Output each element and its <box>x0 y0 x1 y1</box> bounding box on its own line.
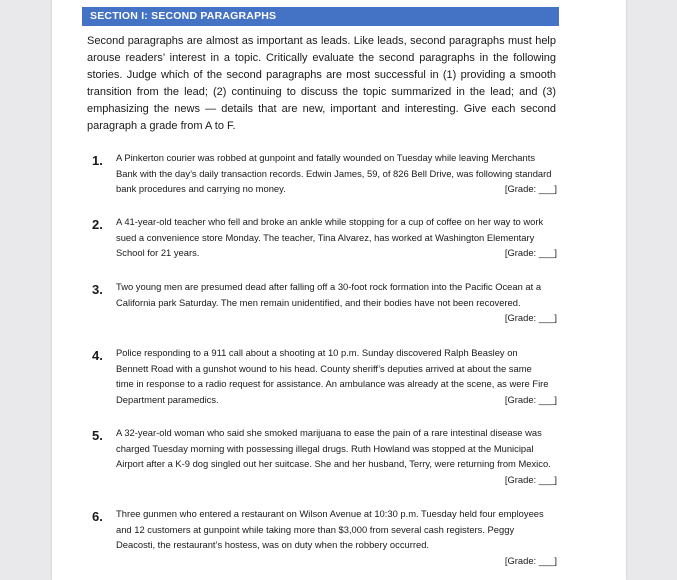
item-text: Two young men are presumed dead after falling off a 30-foot rock formation into the Pacific Ocean at a California park Saturday. The men remain unidentified, and their bodies have not been recovered. <box>116 281 542 308</box>
grade-blank[interactable]: [Grade: ___] <box>504 183 557 194</box>
item-number: 2. <box>92 217 103 232</box>
item-text: Three gunmen who entered a restaurant on Wilson Avenue at 10:30 p.m. Tuesday held four employees and 12 customers at gunpoint while taking more than $3,000 from several cash registers. Peggy Deacosti, the restaurant’s hostess, was on duty when the robbery occurred. <box>116 508 544 550</box>
grade-blank[interactable]: [Grade: ___] <box>504 247 557 258</box>
grade-blank[interactable]: [Grade: ___] <box>504 473 557 485</box>
document-page <box>52 0 626 580</box>
item-number: 4. <box>92 348 103 363</box>
grade-blank[interactable]: [Grade: ___] <box>504 393 557 405</box>
item-text: Police responding to a 911 call about a shooting at 10 p.m. Sunday discovered Ralph Beasley on Bennett Road with a gunshot wound to his head. County sheriff’s deputies arrived at about the same time in response to a radio request for assistance. An ambulance was already at the scene, as were Fire Department paramedics. <box>116 347 549 405</box>
item-number: 3. <box>92 282 103 297</box>
grade-blank[interactable]: [Grade: ___] <box>504 312 557 323</box>
item-number: 5. <box>92 428 103 443</box>
grade-blank[interactable]: [Grade: ___] <box>504 554 557 566</box>
item-text: A Pinkerton courier was robbed at gunpoint and fatally wounded on Tuesday while leaving Merchants Bank with the day’s daily transaction records. Edwin James, 59, of 826 Bell Drive, was following standard bank procedures and carrying no money. <box>116 152 552 194</box>
item-text: A 41-year-old teacher who fell and broke an ankle while stopping for a cup of coffee on her way to work sued a convenience store Monday. The teacher, Tina Alvarez, has worked at Washington Elementary School for 21 years. <box>116 216 544 258</box>
intro-paragraph: Second paragraphs are almost as important as leads. Like leads, second paragraphs must help arouse readers’ interest in a topic. Critically evaluate the second paragraphs in the following stories. Judge which of the second paragraphs are most successful in (1) providing a smooth transition from the lead; (2) continuing to discuss the topic summarized in the lead; and (3) emphasizing the news — details that are new, important and interesting. Give each second paragraph a grade from A to F. <box>87 35 556 132</box>
item-text: A 32-year-old woman who said she smoked marijuana to ease the pain of a rare intestinal disease was charged Tuesday morning with possessing illegal drugs. Ruth Howland was stopped at the Municipal Airport after a K-9 dog singled out her suitcase. She and her husband, Terry, were returning from Mexico. <box>116 427 551 469</box>
item-number: 1. <box>92 153 103 168</box>
item-number: 6. <box>92 509 103 524</box>
section-header: SECTION I: SECOND PARAGRAPHS <box>82 7 559 26</box>
